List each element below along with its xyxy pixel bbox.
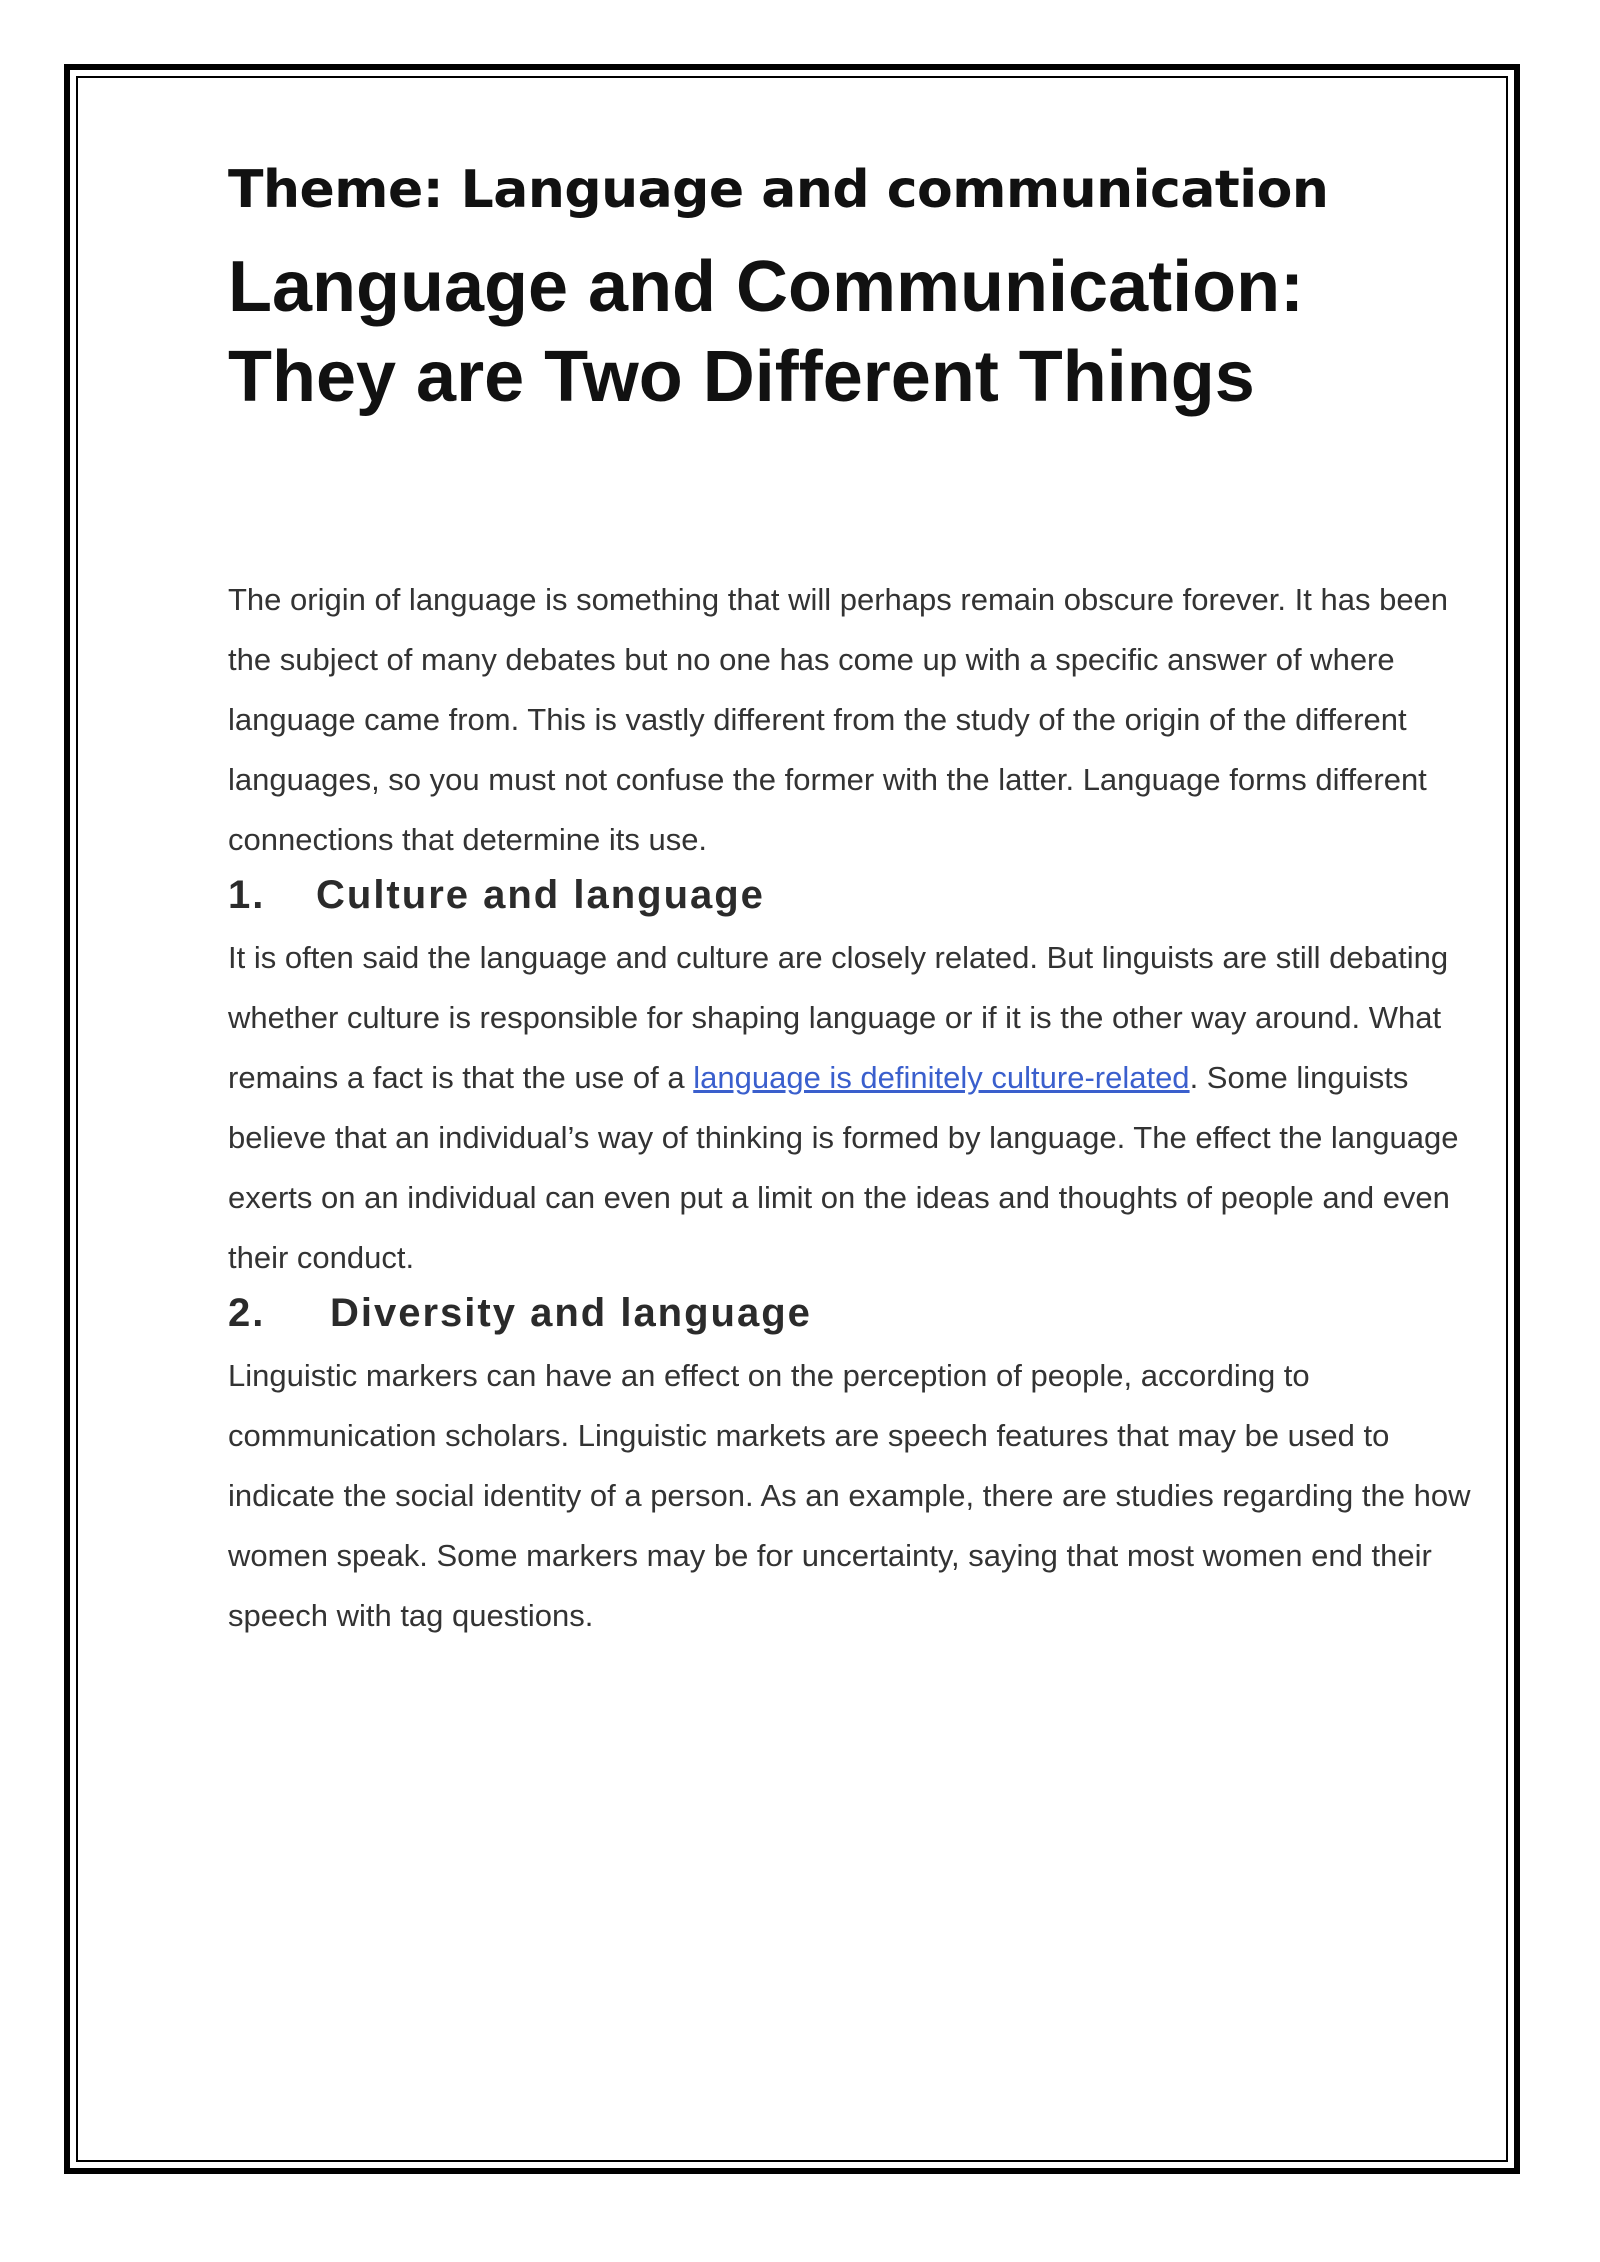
intro-paragraph: The origin of language is something that will perhaps remain obscure forever. It has been the subject of many debates but no one has come up with a specific answer of where language came from. This is vastly different from the study of the origin of the different languages, so you must not confuse the former with the latter. Language forms different connections that determine its use. <box>228 582 1449 857</box>
culture-text-after-link: . Some linguists believe that an individual’s way of thinking is formed by language. The effect the language exerts on an individual can even put a limit on the ideas and thoughts of people and even their conduct. <box>228 1060 1459 1275</box>
section-heading-culture <box>228 872 1484 918</box>
theme-heading: Theme: Language and communication <box>228 160 1329 220</box>
title-line-2: They are Two Different Things <box>228 337 1255 417</box>
culture-text-before-link: It is often said the language and culture are closely related. But linguists are still debating whether culture is responsible for shaping language or if it is the other way around. What remains a fact is that the use of a <box>228 940 1449 1095</box>
page-title <box>228 242 1484 422</box>
document-content <box>228 150 1484 1646</box>
section-title: Diversity and language <box>330 1291 812 1335</box>
section-number: 1. <box>228 873 266 917</box>
culture-related-link[interactable]: language is definitely culture-related <box>693 1060 1190 1095</box>
section-number: 2. <box>228 1291 266 1335</box>
section-title: Culture and language <box>316 873 765 917</box>
culture-paragraph <box>228 928 1484 1288</box>
diversity-paragraph: Linguistic markers can have an effect on the perception of people, according to communication scholars. Linguistic markets are speech features that may be used to indicate the social identity of a person. As an example, there are studies regarding the how women speak. Some markers may be for uncertainty, saying that most women end their speech with tag questions. <box>228 1358 1471 1633</box>
section-heading-diversity <box>228 1290 1484 1336</box>
title-line-1: Language and Communication: <box>228 247 1305 327</box>
